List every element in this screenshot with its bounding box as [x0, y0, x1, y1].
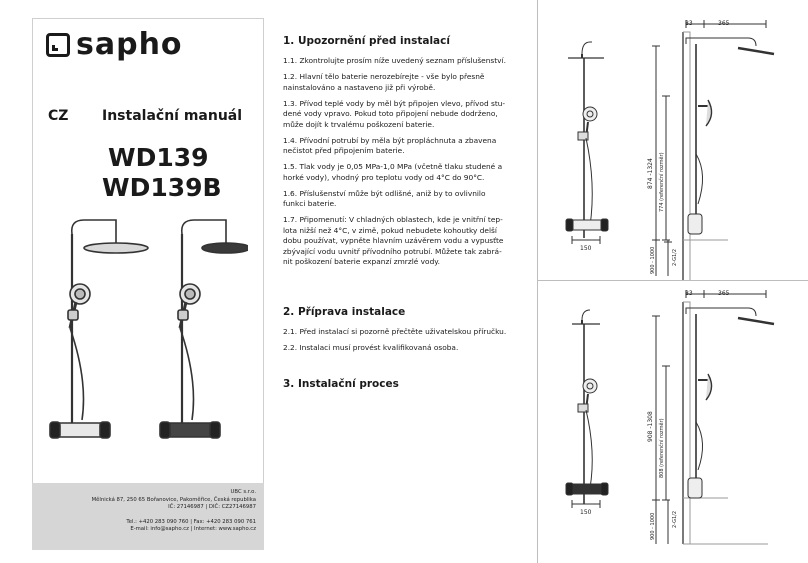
footer-company: UBC s.r.o. [230, 489, 256, 495]
footer-ids: IČ: 27146987 | DIČ: CZ27146987 [168, 504, 256, 511]
dim-top-small: 83 [685, 290, 693, 297]
dim-top-small: 83 [685, 20, 693, 27]
section-heading: 1. Upozornění před instalací [283, 35, 450, 47]
dim-thread: 2-G1/2 [672, 510, 678, 528]
dimension-diagram-top [538, 14, 808, 280]
diagram-divider [537, 280, 808, 281]
company-footer [32, 483, 264, 550]
dim-floor-height: 900 - 1000 [650, 512, 656, 540]
dim-top-large: 365 [718, 20, 730, 27]
list-item: 1.4. Přívodní potrubí by měla být propláchnuta a zbavena nečistot před připojením baterie. [283, 135, 497, 155]
dim-top-large: 365 [718, 290, 730, 297]
list-item: 1.3. Přívod teplé vody by měl být připojen vlevo, přívod stu- dené vody vpravo. Pokud toto připojení nebude dodrženo, může dojít k trvalému poškození baterie. [283, 98, 506, 129]
model-name-1: WD139 [108, 143, 209, 172]
dim-width: 150 [580, 509, 592, 516]
shower-set-1 [50, 220, 148, 438]
section-heading: 2. Příprava instalace [283, 306, 406, 318]
list-item: 2.1. Před instalací si pozorně přečtěte uživatelskou příručku. [283, 327, 507, 336]
model-name-2: WD139B [102, 173, 222, 202]
dimension-diagram-bottom [538, 282, 808, 563]
dim-total-height: 908 -1308 [647, 411, 654, 442]
language-code: CZ [48, 108, 69, 124]
dim-floor-height: 900 - 1000 [650, 246, 656, 274]
footer-phones: Tel.: +420 283 090 760 | Fax: +420 283 090 761 [126, 518, 256, 525]
list-item: 1.7. Připomenutí: V chladných oblastech, kde je vnitřní tep- lota nižší než 4°C, v zimě, pokud nebudete kohoutky delší dobu používat, vypněte hlavním uzávěrem vodu a vypusťte zbývající vodu uvnitř přívodního potrubí. Můžete tak zabrá- nit poškození baterie expanzí zmrzlé vody. [283, 215, 504, 266]
section-warnings [283, 35, 531, 273]
dim-reference-height: 774 (referenční rozměr) [659, 152, 665, 212]
shower-set-2 [160, 220, 248, 438]
list-item: 1.6. Příslušenství může být odlišné, aniž by to ovlivnilo funkci baterie. [283, 188, 486, 208]
list-item: 1.2. Hlavní tělo baterie nerozebírejte - vše bylo přesně nainstalováno a nastaveno již při výrobě. [283, 72, 485, 92]
product-illustration [48, 210, 248, 472]
dim-reference-height: 808 (referenční rozměr) [659, 418, 665, 478]
list-item: 2.2. Instalaci musí provést kvalifikovaná osoba. [283, 343, 459, 352]
brand-logo [46, 27, 183, 62]
section-preparation [283, 306, 531, 359]
dim-total-height: 874 -1324 [647, 158, 654, 189]
manual-title: Instalační manuál [102, 108, 243, 124]
section-process [283, 378, 531, 399]
footer-contacts: E-mail: info@sapho.cz | Internet: www.sapho.cz [130, 526, 256, 533]
logo-text: sapho [76, 27, 183, 62]
list-item: 1.1. Zkontrolujte prosím níže uvedený seznam příslušenství. [283, 56, 506, 65]
footer-address: Mělnická 87, 250 65 Bořanovice, Pakoměřice, Česká republika [91, 496, 256, 503]
logo-icon [46, 33, 70, 57]
dim-thread: 2-G1/2 [672, 248, 678, 266]
section-heading: 3. Instalační proces [283, 378, 399, 390]
list-item: 1.5. Tlak vody je 0,05 MPa-1,0 MPa (včetně tlaku studené a horké vody), vhodný pro teplotu vody od 4°C do 90°C. [283, 162, 503, 182]
dim-width: 150 [580, 245, 592, 252]
